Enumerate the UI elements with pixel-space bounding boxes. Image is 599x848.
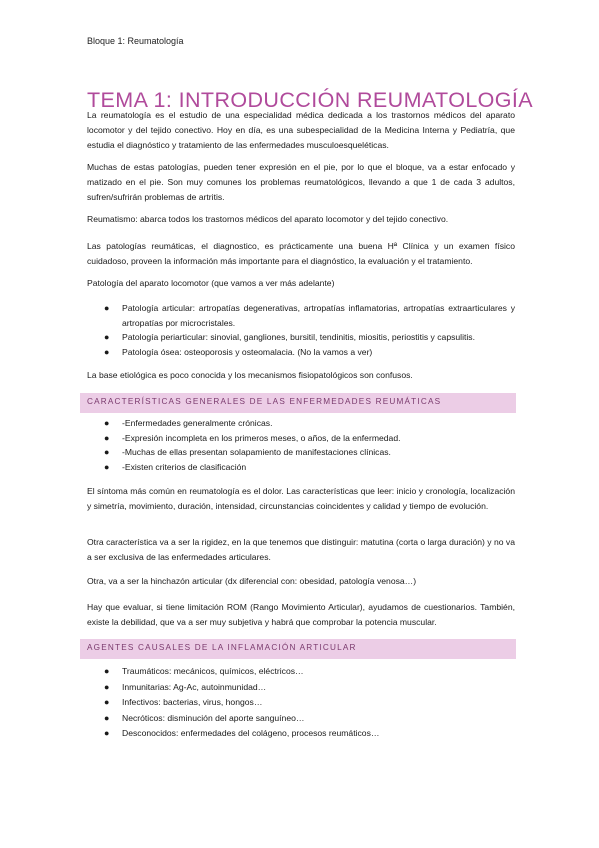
caracteristicas-list: [0, 416, 599, 474]
bullet-icon: ●: [104, 432, 110, 443]
page-title: TEMA 1: INTRODUCCIÓN REUMATOLOGÍA: [87, 88, 534, 113]
bullet-icon: ●: [104, 728, 110, 738]
bullet-icon: ●: [104, 666, 110, 676]
list-item: ● -Existen criterios de clasificación: [0, 460, 599, 475]
section-heading-agentes: AGENTES CAUSALES DE LA INFLAMACIÓN ARTICULAR: [80, 639, 516, 659]
list-item: ● -Expresión incompleta en los primeros meses, o años, de la enfermedad.: [0, 431, 599, 446]
page-header: Bloque 1: Reumatología: [87, 36, 184, 46]
bullet-icon: ●: [104, 332, 110, 342]
list-item: ● Patología ósea: osteoporosis y osteomalacia. (No la vamos a ver): [0, 345, 599, 360]
list-item: ● Patología periarticular: sinovial, gangliones, bursitil, tendinitis, miositis, periostitis y capsulitis.: [0, 330, 599, 345]
list-item: ● Patología articular: artropatías degenerativas, artropatías inflamatorias, artropatías extraarticulares y artropatías por microcristales.: [104, 303, 515, 328]
list-item: ● Desconocidos: enfermedades del colágeno, procesos reumáticos…: [0, 726, 599, 742]
bullet-icon: ●: [104, 303, 110, 313]
list-item: ● -Enfermedades generalmente crónicas.: [0, 416, 599, 431]
bullet-icon: ●: [104, 346, 110, 357]
list-item: ● Traumáticos: mecánicos, químicos, eléctricos…: [0, 664, 599, 680]
bullet-icon: ●: [104, 447, 110, 457]
agentes-list: [0, 664, 599, 742]
bullet-icon: ●: [104, 712, 110, 723]
bullet-icon: ●: [104, 681, 110, 692]
paragraph-foot: Muchas de estas patologías, pueden tener expresión en el pie, por lo que el bloque, va a estar enfocado y matizado en el pie. Son muy comunes los problemas reumatológicos, llevando a que 1 de cada 3 adultos, sufren/sufrirán problemas de artritis.: [87, 162, 515, 202]
list-item: ● Necróticos: disminución del aporte sanguíneo…: [0, 711, 599, 727]
bullet-icon: ●: [104, 418, 110, 428]
paragraph-rigidez: Otra característica va a ser la rigidez, en la que tenemos que distinguir: matutina (corta o larga duración) y no va a ser exclusiva de las enfermedades articulares.: [87, 537, 515, 562]
paragraph-rom: Hay que evaluar, si tiene limitación ROM (Rango Movimiento Articular), ayudamos de cuestionarios. También, existe la debilidad, que va a ser muy subjetiva y habrá que comprobar la potencia muscular.: [87, 602, 515, 627]
paragraph-hinchazon: Otra, va a ser la hinchazón articular (dx diferencial con: obesidad, patología venosa…): [87, 576, 417, 586]
paragraph-dolor: El síntoma más común en reumatología es el dolor. Las características que leer: inicio y cronología, localización y simetría, movimiento, duración, intensidad, circunstancias coincidentes y calidad y tiempo de evolución.: [87, 486, 515, 511]
paragraph-intro: La reumatología es el estudio de una especialidad médica dedicada a los trastornos médicos del aparato locomotor y del tejido conectivo. Hoy en día, es una subespecialidad de la Medicina Interna y Pediatría, que estudia el diagnóstico y tratamiento de las enfermedades musculoesqueléticas.: [87, 110, 515, 150]
paragraph-reumatismo: Reumatismo: abarca todos los trastornos médicos del aparato locomotor y del tejido conectivo.: [87, 214, 449, 224]
list-item: ● Infectivos: bacterias, virus, hongos…: [0, 695, 599, 711]
bullet-icon: ●: [104, 461, 110, 472]
list-item: ● Inmunitarias: Ag-Ac, autoinmunidad…: [0, 680, 599, 696]
list-item: ● -Muchas de ellas presentan solapamiento de manifestaciones clínicas.: [0, 445, 599, 460]
section-heading-caracteristicas: CARACTERÍSTICAS GENERALES DE LAS ENFERMEDADES REUMÁTICAS: [80, 393, 516, 413]
patologia-list: [0, 301, 599, 359]
paragraph-etiologia: La base etiológica es poco conocida y los mecanismos fisiopatológicos son confusos.: [87, 370, 413, 380]
paragraph-diagnostico: Las patologías reumáticas, el diagnostico, es prácticamente una buena Hª Clínica y un examen físico cuidadoso, proveen la información más importante para el diagnóstico, la evaluación y el tratamiento.: [87, 241, 515, 266]
bullet-icon: ●: [104, 697, 110, 707]
paragraph-patologia-intro: Patología del aparato locomotor (que vamos a ver más adelante): [87, 278, 335, 288]
